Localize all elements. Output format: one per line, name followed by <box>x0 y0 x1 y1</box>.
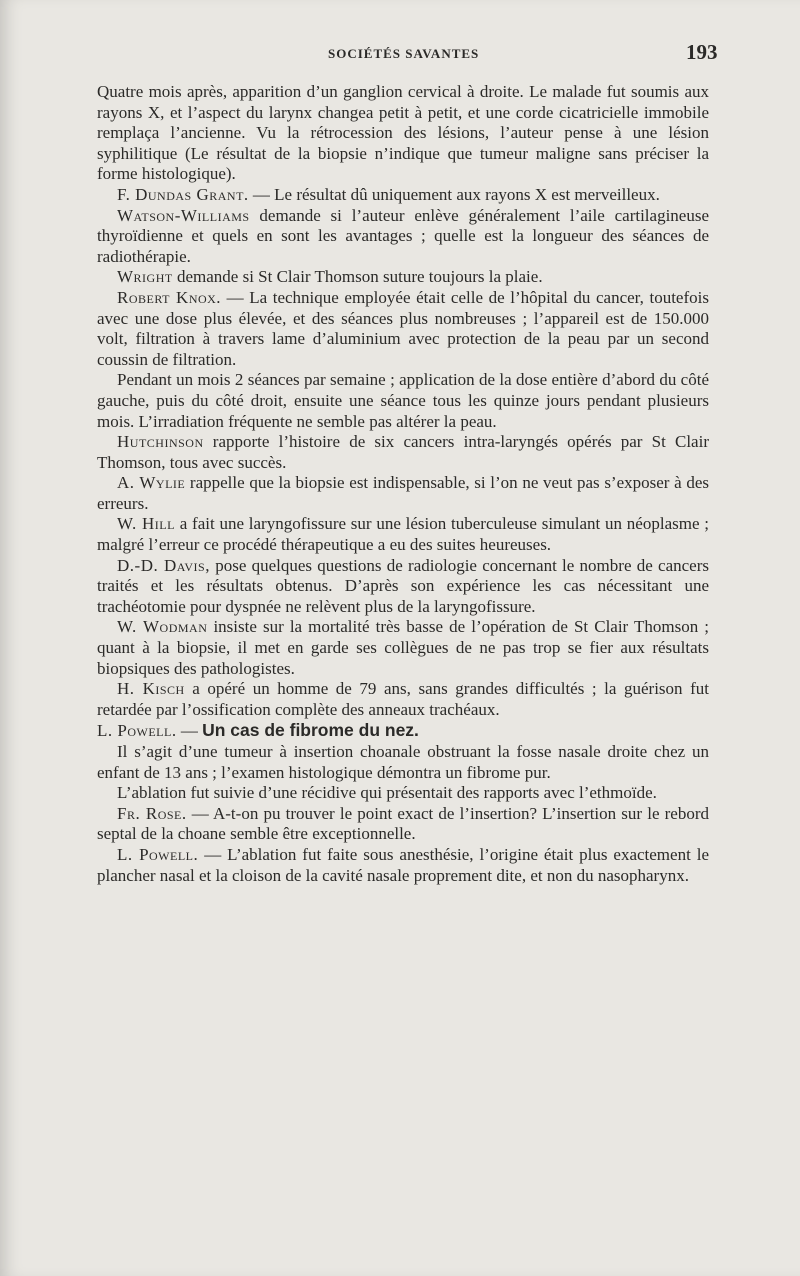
paragraph-text: pose quelques questions de radiologie concernant le nombre de cancers traités et les résultats obtenus. D’après son expérience les cas nécessitant une trachéotomie pour dyspnée ne relèvent plus de la laryngofissure. <box>97 555 709 616</box>
paragraph-text: demande si St Clair Thomson suture toujours la plaie. <box>172 267 543 287</box>
paragraph-text: a opéré un homme de 79 ans, sans grandes difficultés ; la guérison fut retardée par l’ossification complète des anneaux trachéaux. <box>97 679 709 719</box>
paragraph-text: Il s’agit d’une tumeur à insertion choanale obstruant la fosse nasale droite chez un enfant de 13 ans ; l’examen histologique démontra un fibrome pur. <box>97 742 709 782</box>
speaker-name: D.-D. Davis, <box>117 555 210 575</box>
paragraph-text: a fait une laryngofissure sur une lésion tuberculeuse simulant un néoplasme ; malgré l’erreur ce procédé thérapeutique a eu des suites heureuses. <box>97 514 710 555</box>
paragraph-text: L’ablation fut suivie d’une récidive qui présentait des rapports avec l’ethmoïde. <box>117 783 657 803</box>
speaker-name: Fr. Rose. <box>117 803 187 823</box>
speaker-name: Hutchinson <box>117 432 204 452</box>
page-header <box>0 40 800 70</box>
paragraph-text: — Le résultat dû uniquement aux rayons X est merveilleux. <box>248 184 660 204</box>
speaker-name: A. Wylie <box>117 473 186 493</box>
speaker-name: Wright <box>117 267 173 287</box>
paragraph <box>97 783 709 804</box>
paragraph <box>97 288 709 370</box>
speaker-name: W. Hill <box>117 514 175 534</box>
section-dash: — <box>176 721 203 741</box>
paragraph <box>97 845 709 886</box>
speaker-name: Robert Knox. <box>117 287 222 307</box>
speaker-name: F. Dundas Grant. <box>117 184 249 204</box>
paragraph-text: — A-t-on pu trouver le point exact de l’insertion? L’insertion sur le rebord septal de la choane semble être exceptionnelle. <box>97 803 710 844</box>
paragraph-text: insiste sur la mortalité très basse de l’opération de St Clair Thomson ; quant à la biopsie, il met en garde ses collègues de ne pas trop se fier aux résultats biopsiques des pathologistes. <box>97 617 709 678</box>
speaker-name: H. Kisch <box>117 679 185 699</box>
paragraph <box>97 206 709 268</box>
section-heading <box>97 720 709 742</box>
paragraph-text: rapporte l’histoire de six cancers intra-laryngés opérés par St Clair Thomson, tous avec succès. <box>97 432 709 472</box>
paragraph <box>97 432 709 473</box>
paragraph-text: Quatre mois après, apparition d’un ganglion cervical à droite. Le malade fut soumis aux rayons X, et l’aspect du larynx changea petit à petit, et une corde cicatricielle immobile remplaça l’ancienne. Vu la rétrocession des lésions, l’auteur pense à une lésion syphilitique (Le résultat de la biopsie n’indique que tumeur maligne sans préciser la forme histologique). <box>97 82 709 184</box>
section-author: L. Powell. <box>97 721 177 741</box>
speaker-name: Watson-Williams <box>117 205 250 225</box>
paragraph <box>97 679 709 720</box>
paragraph <box>97 804 709 845</box>
paragraph <box>97 185 709 206</box>
paragraph <box>97 556 709 618</box>
paragraph-text: demande si l’auteur enlève généralement l’aile cartilagineuse thyroïdienne et quels en sont les avantages ; quelle est la longueur des séances de radiothérapie. <box>97 205 709 266</box>
paragraph <box>97 267 709 288</box>
paragraph <box>97 617 709 679</box>
section-title: Un cas de fibrome du nez. <box>202 720 419 741</box>
page-number: 193 <box>686 40 718 64</box>
paragraph <box>97 82 709 185</box>
paragraph-text: Pendant un mois 2 séances par semaine ; application de la dose entière d’abord du côté gauche, puis du côté droit, ensuite une séance tous les quinze jours pendant plusieurs mois. L’irradiation fréquente ne semble pas altérer la peau. <box>97 370 709 431</box>
paragraph <box>97 370 709 432</box>
paragraph <box>97 742 709 783</box>
paragraph-text: rappelle que la biopsie est indispensable, si l’on ne veut pas s’exposer à des erreurs. <box>97 473 709 513</box>
paragraph-text: — L’ablation fut faite sous anesthésie, l’origine était plus exactement le plancher nasal et la cloison de la cavité nasale proprement dite, et non du nasopharynx. <box>97 844 709 885</box>
paragraph <box>97 514 709 555</box>
paragraph <box>97 473 709 514</box>
running-title: SOCIÉTÉS SAVANTES <box>328 46 480 61</box>
paragraph-text: — La technique employée était celle de l’hôpital du cancer, toutefois avec une dose plus élevée, et des séances plus nombreuses ; l’appareil est de 150.000 volt, filtration à travers lame d’aluminium avec protection de la peau par un second coussin de filtration. <box>97 287 709 369</box>
page-body <box>97 82 709 886</box>
speaker-name: W. Wodman <box>117 617 208 637</box>
speaker-name: L. Powell. <box>117 844 199 864</box>
